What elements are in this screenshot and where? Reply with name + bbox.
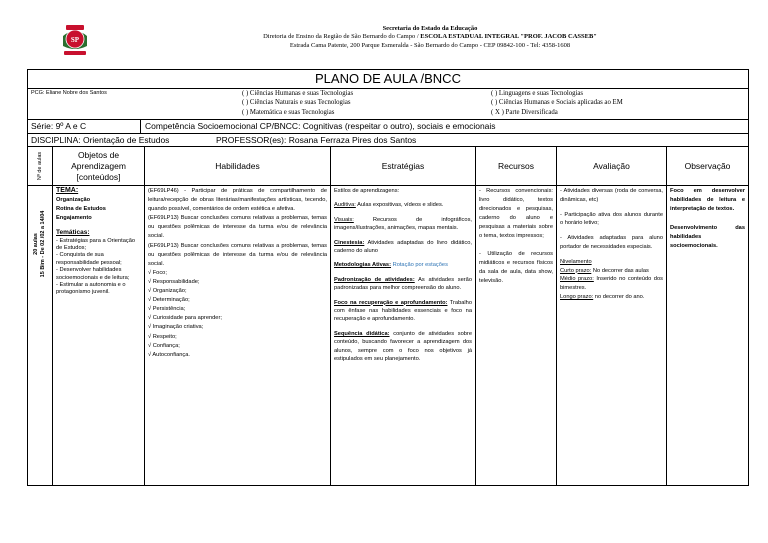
plan-title: PLANO DE AULA /BNCC (28, 70, 748, 89)
serie-row (28, 120, 748, 134)
observacao-paragraph: Foco em desenvolver habilidades de leitura e interpretação de textos. (670, 188, 745, 213)
disciplina-row (28, 134, 748, 147)
avaliacao-item: - Atividades adaptadas para aluno portador de necessidades especiais. (560, 235, 663, 250)
visuais-label: Visuais: (334, 216, 354, 223)
auditiva-paragraph (334, 201, 472, 209)
area-option: ( ) Linguagens e suas Tecnologias (491, 90, 584, 97)
area-option: ( ) Ciências Humanas e Sociais aplicadas ao EM (491, 99, 623, 107)
check-item: √ Autoconfiança. (148, 351, 191, 358)
metodologias-label: Metodologias Ativas: (334, 262, 391, 269)
habilidade-paragraph: (EF69LP13) Buscar conclusões comuns relativas a problemas, temas ou questões polêmicas de interesse da turma e/ou de relevância social. (148, 215, 327, 240)
col-header-avaliacao: Avaliação (593, 160, 630, 171)
disciplina-label: DISCIPLINA: Orientação de Estudos (31, 135, 170, 145)
foco-label: Foco na recuperação e aprofundamento: (334, 299, 448, 306)
longo-text: no decorrer do ano. (593, 293, 645, 300)
check-item: √ Organização; (148, 288, 187, 295)
tema-label: TEMA: (56, 187, 79, 194)
professor-label: PROFESSOR(es): Rosana Ferraza Pires dos Santos (216, 135, 417, 145)
auditiva-label: Auditiva: (334, 202, 356, 209)
tema-item: Engajamento (56, 214, 92, 221)
padronizacao-paragraph (334, 276, 472, 293)
objetos-cell (53, 187, 144, 297)
curto-prazo (560, 267, 663, 276)
divider (140, 120, 141, 133)
state-seal-icon (60, 22, 90, 58)
visuais-paragraph (334, 216, 472, 233)
longo-prazo (560, 293, 663, 302)
check-item: √ Determinação; (148, 297, 190, 304)
avaliacao-cell (557, 187, 666, 302)
habilidade-paragraph: (EF69LP13) Buscar conclusões comuns relativas a problemas, temas ou questões polêmicas de interesse da turma e/ou de relevância social. (148, 242, 327, 267)
medio-prazo (560, 275, 663, 293)
sequencia-text: conjunto de atividades sobre conteúdo, buscando favorecer a aprendizagem dos alunos, sempre com o foco nos objetivos já estipulados em seu planejamento. (334, 330, 472, 363)
area-option: ( ) Ciências Humanas e suas Tecnologias (242, 90, 354, 97)
check-item: √ Curiosidade para aprender; (148, 315, 222, 322)
metodologias-paragraph (334, 261, 472, 269)
observacao-paragraph: Desenvolvimento das habilidades socioemocionais. (670, 224, 745, 250)
periodo-line2: 15 Bim - De 02 /02 a 14/04 (40, 210, 46, 278)
n-aulas-text: Nº de aulas (37, 151, 43, 181)
medio-label: Médio prazo: (560, 276, 594, 283)
col-header-objetos: Objetos de Aprendizagem [conteúdos] (71, 149, 126, 182)
competencia-label: Competência Socioemocional CP/BNCC: Cognitivas (respeitar o outro), sociais e emocionais (145, 121, 496, 131)
nivelamento-label: Nivelamento (560, 258, 592, 265)
check-item: √ Persistência; (148, 306, 186, 313)
periodo-cell (30, 189, 50, 299)
col-header-recursos: Recursos (498, 160, 534, 171)
area-option: ( ) Matemática e suas Tecnologias (242, 108, 335, 116)
areas-right (491, 89, 623, 117)
area-option: ( X ) Parte Diversificada (491, 108, 558, 116)
areas-left (242, 89, 353, 117)
padronizacao-label: Padronização de atividades: (334, 276, 415, 283)
cinestesia-text: Atividades adaptadas do livro didático, caderno do aluno (334, 239, 472, 255)
col-header-observacao: Observação (684, 160, 731, 171)
curto-text: No decorrer das aulas (591, 267, 649, 274)
recursos-paragraph: - Utilização de recursos midiáticos e recursos físicos da sala de aula, data show, televisão. (479, 251, 553, 284)
header-address: Estrada Cama Patente, 200 Parque Esmeralda - São Bernardo do Campo - CEP 09842-100 - Tel: 4358-1608 (289, 41, 571, 49)
periodo-text (33, 211, 47, 278)
recursos-paragraph: - Recursos convencionais: livro didático, textos direcionados e pesquisas, caderno do aluno e pesquisas a materiais sobre o tema, textos impressos; (479, 188, 553, 239)
cinestesia-label: Cinestesia: (334, 239, 365, 246)
habilidade-paragraph: (EF69LP46) - Participar de práticas de compartilhamento de leitura/recepção de obras literárias/manifestações artísticas, tecendo, quando possível, comentários de ordem estética e afetiva. (148, 188, 327, 213)
pcg-label: PCG: Eliane Nobre dos Santos (31, 90, 107, 96)
col-header-habilidades: Habilidades (215, 160, 260, 171)
observacao-cell (667, 187, 748, 251)
check-item: √ Imaginação criativa; (148, 324, 204, 331)
header-diretoria (150, 33, 710, 41)
check-item: √ Foco; (148, 269, 167, 276)
col-header-estrategias: Estratégias (381, 160, 425, 171)
habilidades-cell (145, 187, 330, 360)
check-item: √ Responsabilidade; (148, 278, 200, 285)
tema-item: Rotina de Estudos (56, 205, 106, 212)
header-divider (28, 185, 748, 186)
plan-info-row (28, 89, 748, 120)
col-header-n-aulas (28, 147, 52, 185)
tema-item: Organização (56, 196, 91, 203)
check-item: √ Respeito; (148, 333, 177, 340)
tematicas-label: Temáticas: (56, 228, 90, 236)
tematica-item: - Estratégias para a Orientação de Estudos; (56, 237, 136, 251)
cinestesia-paragraph (334, 239, 472, 256)
document-header (150, 25, 710, 50)
area-option: ( ) Ciências Naturais e suas Tecnologias (242, 99, 351, 107)
header-school: ESCOLA ESTADUAL INTEGRAL "PROF. JACOB CASSEB" (420, 33, 597, 41)
foco-text: Trabalho com ênfase nas habilidades essenciais e foco na recuperação e aprofundamento. (334, 299, 472, 323)
padronizacao-text: As atividades serão padronizadas para melhor compreensão do aluno. (334, 276, 472, 292)
metodologias-text: Rotação por estações (391, 262, 448, 269)
header-diretoria-text: Diretoria de Ensino da Região de São Bernardo do Campo / (263, 33, 421, 41)
sequencia-paragraph (334, 330, 472, 364)
visuais-text: Recursos de infográficos, imagens/ilustrações, animações, mapas mentais. (334, 216, 472, 232)
estrategias-cell (331, 187, 475, 364)
tematica-item: - Desenvolver habilidades socioemocionais e de leitura; (56, 267, 130, 281)
estilos-intro: Estilos de aprendizagens: (334, 188, 400, 194)
tematica-item: - Conquista de sua responsabilidade pessoal; (56, 252, 122, 266)
medio-text: Inserido no conteúdo dos bimestres. (560, 276, 663, 292)
content-table (28, 147, 748, 485)
lesson-plan-table (27, 69, 749, 486)
check-item: √ Confiança; (148, 342, 180, 349)
foco-paragraph (334, 299, 472, 324)
avaliacao-item: - Atividades diversas (roda de conversa, dinâmicas, etc) (560, 188, 663, 203)
curto-label: Curto prazo: (560, 267, 592, 274)
header-secretaria: Secretaria do Estado da Educação (382, 25, 478, 32)
longo-label: Longo prazo: (560, 293, 594, 300)
serie-label: Série: 9º A e C (31, 121, 87, 131)
tematica-item: - Estimular a autonomia e o protagonismo juvenil. (56, 281, 126, 296)
periodo-line1: 20 aulas (33, 233, 39, 255)
avaliacao-item: - Participação ativa dos alunos durante o horário letivo; (560, 211, 663, 227)
recursos-cell (476, 187, 556, 286)
sequencia-label: Sequência didática: (334, 330, 390, 337)
svg-text:SP: SP (70, 36, 80, 44)
auditiva-text: Aulas expositivas, vídeos e slides. (355, 202, 444, 209)
